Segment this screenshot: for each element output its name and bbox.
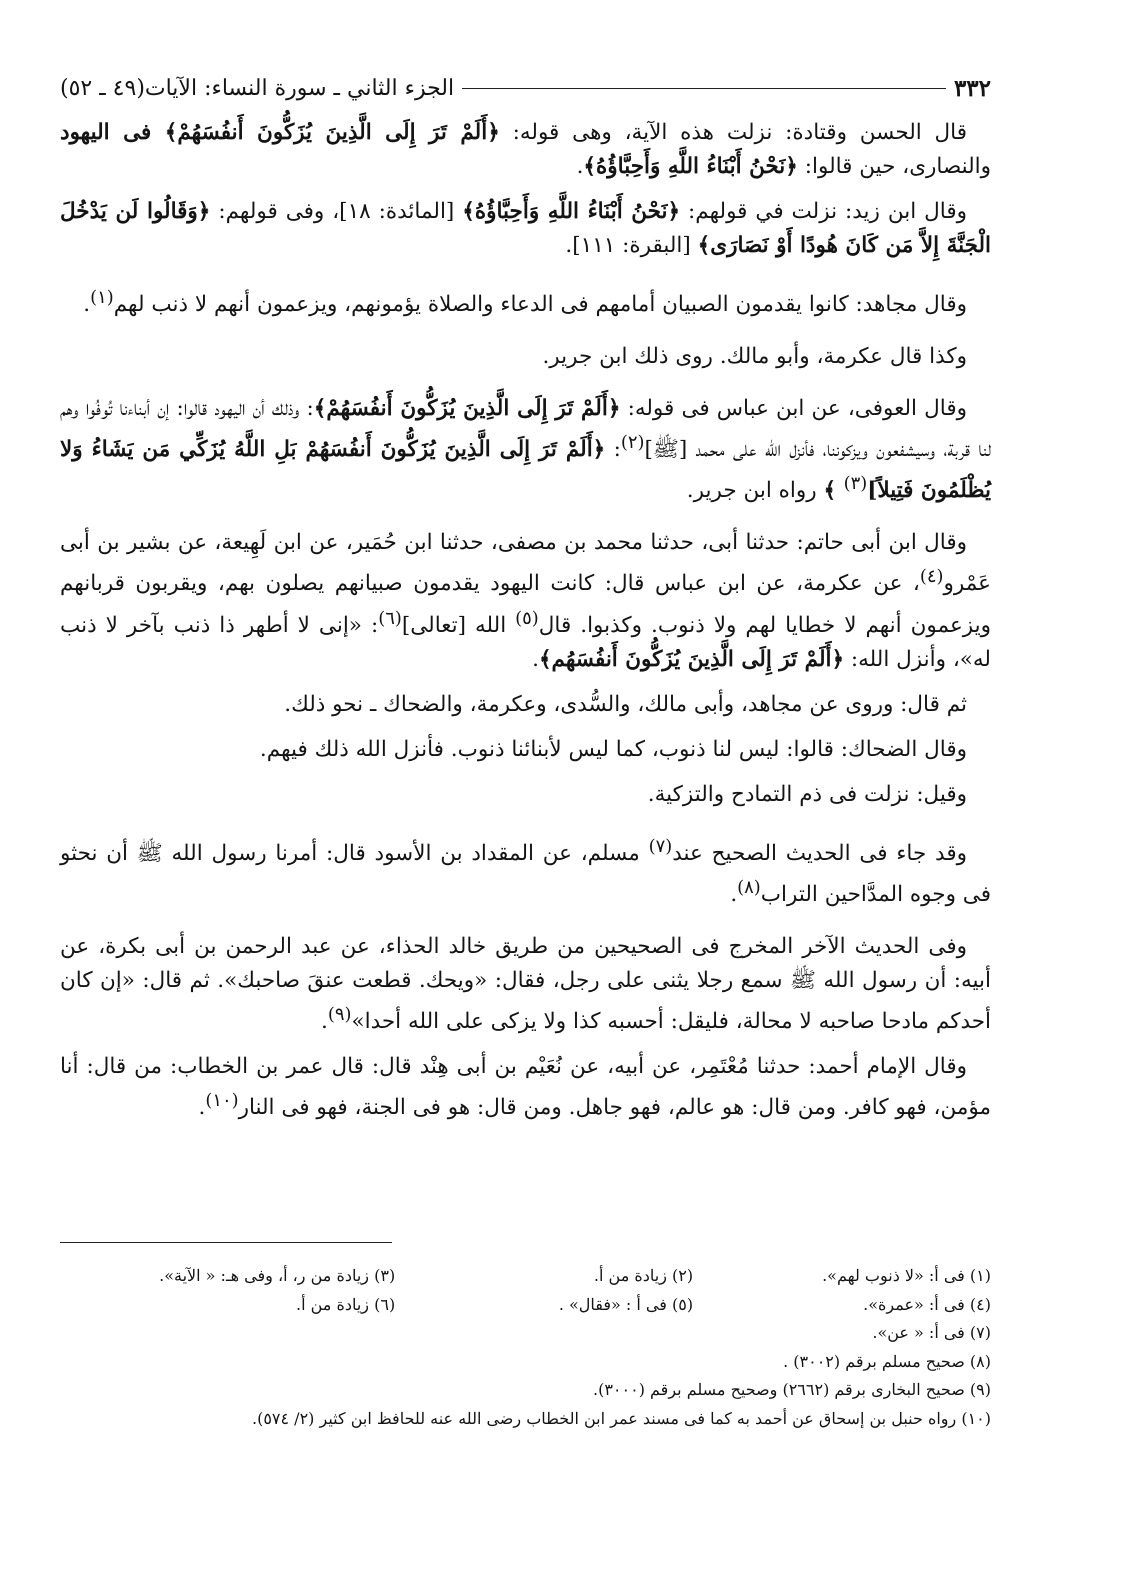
text-segment: : «إنى لا أطهر ذا ذنب بآخر لا ذنب له»، وأنزل الله:	[60, 612, 991, 672]
text-segment: .	[83, 292, 91, 318]
quran-quote: ﴿وَقَالُوا لَن يَدْخُلَ الْجَنَّةَ إِلاَّ مَن كَانَ هُودًا أَوْ نَصَارَى﴾	[60, 199, 991, 258]
paragraph	[60, 688, 991, 722]
book-page	[60, 0, 991, 1595]
running-title: الجزء الثاني ـ سورة النساء: الآيات(٤٩ ـ ٥٢)	[60, 75, 455, 101]
text-segment: وقال الضحاك: قالوا: ليس لنا ذنوب، كما ليس لأبنائنا ذنوب. فأنزل الله ذلك فيهم.	[259, 736, 967, 762]
footnote-ref: (١)	[90, 287, 114, 308]
text-segment: وفى الحديث الآخر المخرج فى الصحيحين من طريق خالد الحذاء، عن عبد الرحمن بن أبى بكرة، عن أبيه: أن رسول الله ﷺ سمع رجلا يثنى على رجل، فقال: «ويحك. قطعت عنقَ صاحبك». ثم قال: «إن كان أحدكم مادحا صاحبه لا محالة، فليقل: أحسبه كذا ولا يزكى على الله أحدا»	[60, 934, 991, 1035]
quran-quote: ﴿أَلَمْ تَرَ إِلَى الَّذِينَ يُزَكُّونَ أَنفُسَهُمْ﴾	[313, 396, 621, 422]
paragraph	[60, 116, 991, 184]
text-segment: [المائدة: ١٨]، وفى قولهم:	[210, 199, 463, 224]
paragraph	[60, 778, 991, 812]
footnote: (١) فى أ: «لا ذنوب لهم».	[822, 1266, 991, 1285]
footnote: (٦) زيادة من أ.	[296, 1294, 396, 1314]
text-segment: وقال ابن أبى حاتم: حدثنا أبى، حدثنا محمد بن مصفى، حدثنا ابن حُمَير، عن ابن لَهِيعة، عن بشير بن أبى عَمْرو	[60, 530, 991, 597]
text-segment: .	[532, 646, 539, 672]
text-segment: قال الحسن وقتادة: نزلت هذه الآية، وهى قوله:	[499, 120, 967, 145]
footnote: (٥) فى أ : «فقال» .	[558, 1294, 694, 1314]
text-segment: :	[605, 437, 621, 463]
footnote: (١٠) رواه حنبل بن إسحاق عن أحمد به كما فى مسند عمر ابن الخطاب رضى الله عنه للحافظ ابن كثير (٢/ ٥٧٤).	[251, 1408, 991, 1428]
text-segment: وقال ابن زيد: نزلت في قولهم:	[680, 199, 967, 224]
text-segment: الله [تعالى]	[401, 612, 516, 638]
quran-quote: ﴿أَلَمْ تَرَ إِلَى الَّذِينَ يُزَكُّونَ أَنفُسَهُمْ بَلِ اللَّهُ يُزَكِّي مَن يَشَاءُ وَلا يُظْلَمُونَ فَتِيلاً]	[60, 437, 991, 504]
footnote-ref: (١٠)	[205, 1090, 239, 1112]
paragraph	[60, 195, 991, 263]
text-segment: وقال الإمام أحمد: حدثنا مُعْتَمِر، عن أبيه، عن نُعَيْم بن أبى هِنْد قال: قال عمر بن الخطاب: من قال: أنا مؤمن، فهو كافر. ومن قال: هو عالم، فهو جاهل. ومن قال: هو فى الجنة، فهو فى النار	[60, 1054, 991, 1121]
footnote: (٩) صحيح البخارى برقم (٢٦٦٢) وصحيح مسلم برقم (٣٠٠٠).	[593, 1380, 991, 1399]
footnote-ref: (٧)	[648, 835, 673, 857]
header-rule	[462, 88, 946, 89]
page-header	[60, 68, 991, 108]
footnote: (٧) فى أ: « عن».	[872, 1323, 991, 1342]
text-segment: ثم قال: وروى عن مجاهد، وأبى مالك، والسُّدى، وعكرمة، والضحاك ـ نحو ذلك.	[284, 691, 967, 717]
paragraph	[60, 733, 991, 767]
footnote: (٢) زيادة من أ.	[593, 1266, 694, 1285]
text-segment: وقال العوفى، عن ابن عباس فى قوله:	[620, 396, 967, 422]
paragraph	[60, 340, 991, 374]
page-number: ٣٣٢	[953, 74, 991, 102]
quran-quote: ﴾	[823, 478, 844, 504]
text-segment: مسلم، عن المقداد بن الأسود قال: أمرنا رسول الله ﷺ أن نحثو فى وجوه المدَّاحين التراب	[60, 840, 991, 908]
footnote-ref: (٨)	[737, 876, 761, 898]
paragraph	[60, 930, 991, 1039]
text-segment: والنصارى، حين قالوا:	[797, 154, 991, 179]
footnote-ref: (٩)	[327, 1004, 352, 1026]
footnote: (٨) صحيح مسلم برقم (٣٠٠٢) .	[783, 1351, 991, 1371]
paragraph	[60, 392, 991, 508]
quran-quote: ﴿أَلَمْ تَرَ إِلَى الَّذِينَ يُزَكُّونَ أَنفُسَهُمْ﴾	[164, 120, 500, 145]
text-segment: .	[730, 882, 738, 908]
footnote-ref: (٢)	[620, 432, 645, 454]
footnote-ref: (٣)	[843, 473, 868, 495]
footnote: (٣) زيادة من ر، أ، وفى هـ: « الآية».	[159, 1266, 396, 1285]
text-segment: .	[321, 1009, 328, 1035]
main-text	[60, 116, 991, 1136]
footnotes	[60, 1262, 991, 1433]
paragraph	[60, 281, 991, 322]
text-segment: رواه ابن جرير.	[686, 478, 824, 504]
footnote-ref: (٥)	[515, 607, 539, 629]
text-segment: وكذا قال عكرمة، وأبو مالك. روى ذلك ابن جرير.	[542, 344, 967, 370]
text-segment: .	[576, 154, 584, 179]
text-segment: .	[198, 1095, 206, 1121]
quran-quote: ﴿أَلَمْ تَرَ إِلَى الَّذِينَ يُزَكُّونَ أَنفُسَهُم﴾	[538, 646, 845, 672]
text-segment: وقيل: نزلت فى ذم التمادح والتزكية.	[647, 781, 967, 807]
text-segment: وقد جاء فى الحديث الصحيح عند	[672, 840, 967, 866]
text-segment: وقال مجاهد: كانوا يقدمون الصبيان أمامهم فى الدعاء والصلاة يؤمونهم، ويزعمون أنهم لا ذنب لهم	[113, 292, 967, 318]
quran-quote: فى اليهود	[60, 120, 165, 145]
footnote-ref: (٦)	[378, 607, 402, 629]
quran-quote: ﴿نَحْنُ أَبْنَاءُ اللَّهِ وَأَحِبَّاؤُهُ﴾	[583, 154, 798, 179]
paragraph	[60, 526, 991, 676]
text-segment: ، عن عكرمة، عن ابن عباس قال: كانت اليهود يقدمون صبيانهم يصلون بهم، ويقربون قربانهم ويزعمون أنهم لا خطايا لهم ولا ذنوب. وكذبوا. قال	[60, 571, 992, 638]
footnote: (٤) فى أ: «عمرة».	[863, 1294, 991, 1314]
text-segment: [البقرة: ١١١].	[565, 233, 698, 258]
footnote-ref: (٤)	[919, 566, 944, 588]
paragraph	[60, 830, 991, 912]
text-segment: : وذلك أن اليهود قالوا: إن أبناءنا تُوفُوا وهم لنا قربة، وسيشفعون ويزكوننا، فأنزل الله على محمد [ﷺ]	[60, 396, 992, 463]
footnote-row	[60, 1262, 991, 1291]
footnote-row	[60, 1291, 991, 1320]
paragraph	[60, 1050, 991, 1125]
quran-quote: ﴿نَحْنُ أَبْنَاءُ اللَّهِ وَأَحِبَّاؤُهُ﴾	[462, 199, 681, 224]
footnote-separator	[60, 1242, 392, 1243]
